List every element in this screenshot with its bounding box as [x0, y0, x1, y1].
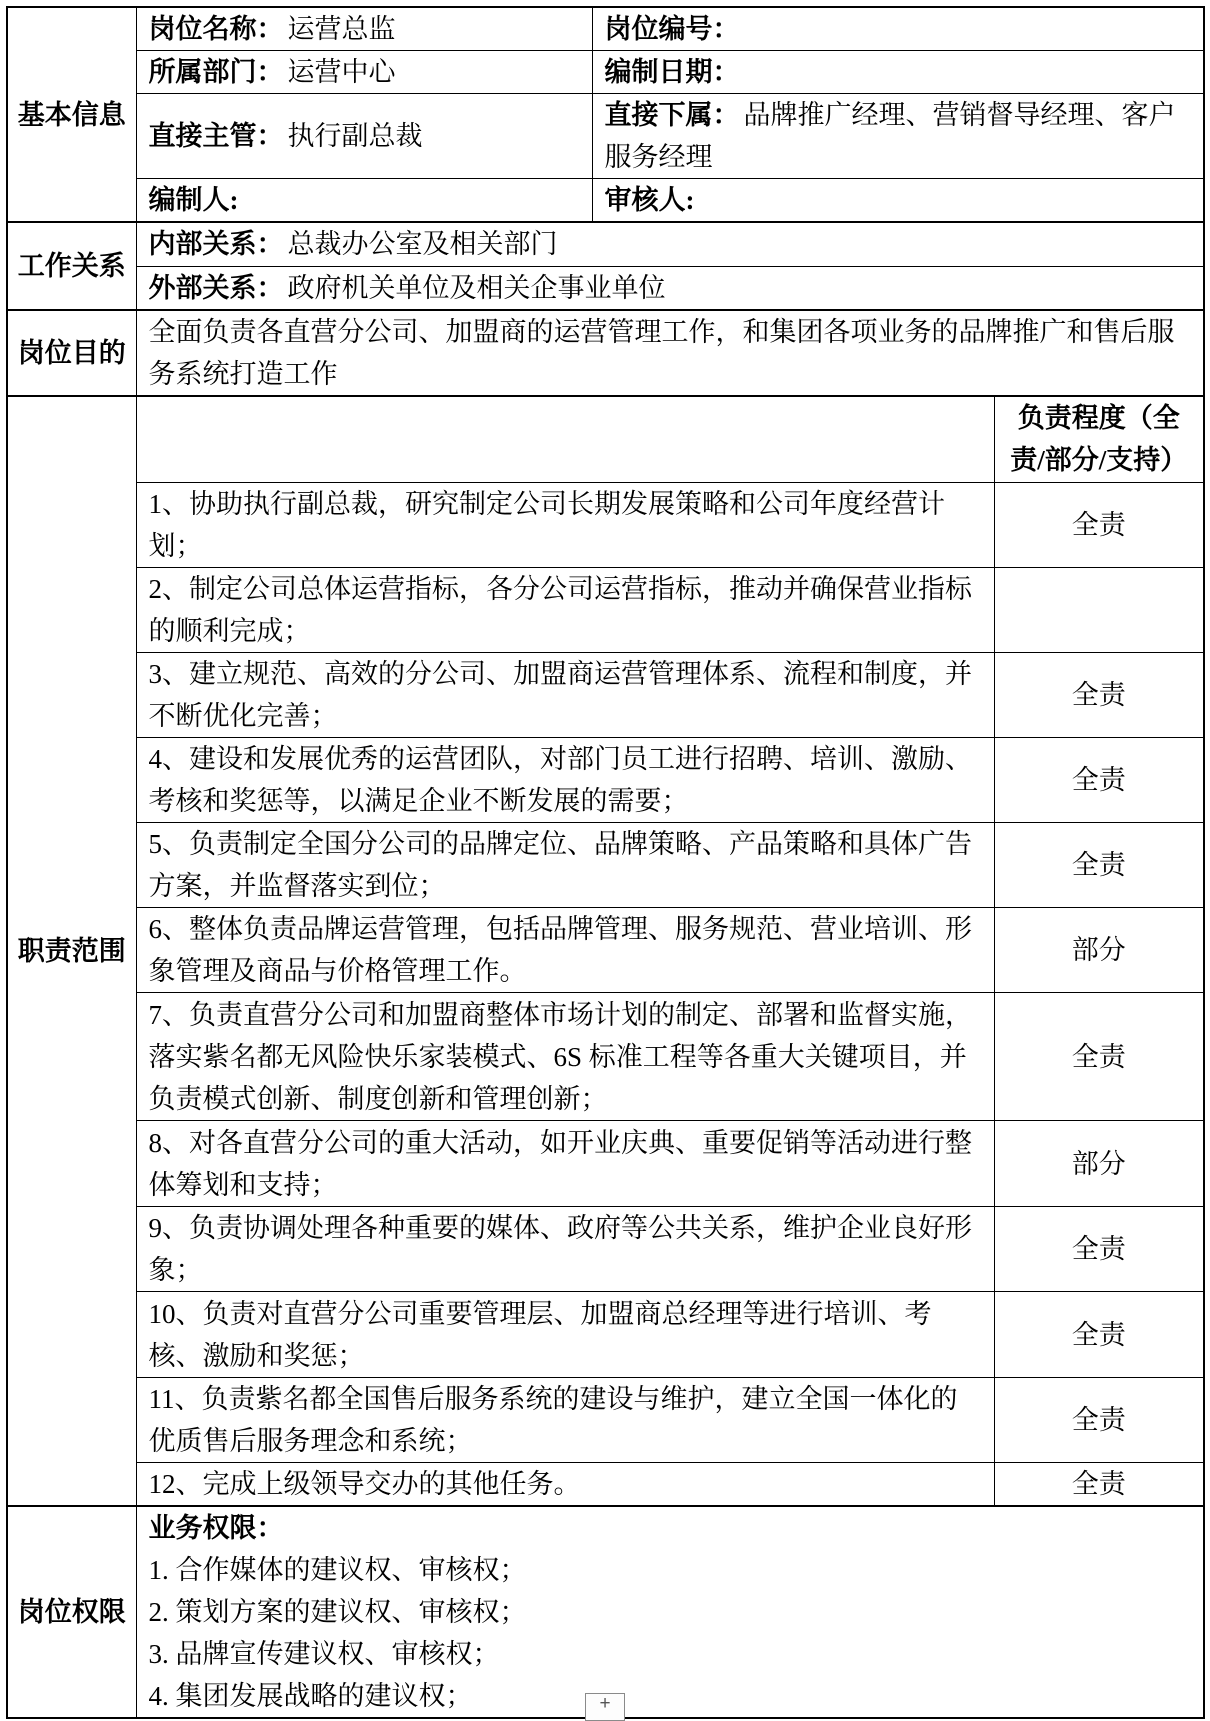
duty-degree: 全责: [994, 653, 1204, 738]
duty-row: [7, 1207, 1204, 1292]
field-department: [136, 51, 592, 94]
duty-text: 3、建立规范、高效的分公司、加盟商运营管理体系、流程和制度，并不断优化完善；: [136, 653, 994, 738]
duty-row: [7, 483, 1204, 568]
field-value: 品牌推广经理、营销督导经理、客户服务经理: [604, 100, 1176, 172]
table-row: [7, 7, 1204, 51]
duty-text: 2、制定公司总体运营指标，各分公司运营指标，推动并确保营业指标的顺利完成；: [136, 568, 994, 653]
authority-item: 2. 策划方案的建议权、审核权；: [148, 1597, 527, 1627]
field-label: 内部关系：: [148, 229, 284, 260]
duty-text: 4、建设和发展优秀的运营团队，对部门员工进行招聘、培训、激励、考核和奖惩等，以满足企业不断发展的需要；: [136, 738, 994, 823]
field-direct-subordinates: [592, 94, 1204, 179]
duty-degree: 全责: [994, 1463, 1204, 1507]
authority-item: 1. 合作媒体的建议权、审核权；: [148, 1555, 527, 1585]
authority-item: 3. 品牌宣传建议权、审核权；: [148, 1639, 500, 1669]
duty-degree: 全责: [994, 1207, 1204, 1292]
section-label-purpose: 岗位目的: [7, 310, 136, 396]
duty-row: [7, 653, 1204, 738]
duty-row: [7, 823, 1204, 908]
duty-degree: 部分: [994, 1121, 1204, 1207]
duty-text: 7、负责直营分公司和加盟商整体市场计划的制定、部署和监督实施，落实紫名都无风险快乐家装模式、6S 标准工程等各重大关键项目，并负责模式创新、制度创新和管理创新；: [136, 993, 994, 1121]
field-value: 政府机关单位及相关企事业单位: [287, 272, 666, 303]
field-internal-relations: [136, 222, 1204, 266]
table-row: [7, 51, 1204, 94]
duty-degree: 全责: [994, 1292, 1204, 1378]
field-position-code: [592, 7, 1204, 51]
field-compiler: [136, 179, 592, 223]
duty-text: 8、对各直营分公司的重大活动，如开业庆典、重要促销等活动进行整体筹划和支持；: [136, 1121, 994, 1207]
duty-text: 9、负责协调处理各种重要的媒体、政府等公共关系，维护企业良好形象；: [136, 1207, 994, 1292]
section-label-basic-info: 基本信息: [7, 7, 136, 222]
field-label: 岗位名称：: [148, 14, 284, 44]
field-label: 所属部门：: [148, 57, 284, 87]
field-position-name: [136, 7, 592, 51]
table-row: [7, 179, 1204, 223]
duty-text: 11、负责紫名都全国售后服务系统的建设与维护，建立全国一体化的优质售后服务理念和系统；: [136, 1378, 994, 1463]
duty-text: 6、整体负责品牌运营管理，包括品牌管理、服务规范、营业培训、形象管理及商品与价格管理工作。: [136, 908, 994, 993]
duty-row: [7, 1378, 1204, 1463]
field-label: 编制日期：: [604, 57, 740, 87]
field-label: 审核人:: [604, 185, 695, 215]
field-value: 运营中心: [287, 57, 396, 87]
section-label-duties: 职责范围: [7, 396, 136, 1507]
duty-text: 5、负责制定全国分公司的品牌定位、品牌策略、产品策略和具体广告方案，并监督落实到位；: [136, 823, 994, 908]
duty-row: [7, 568, 1204, 653]
duty-degree: 全责: [994, 483, 1204, 568]
duty-degree: 全责: [994, 738, 1204, 823]
authority-title: 业务权限：: [148, 1513, 284, 1543]
duty-degree: 全责: [994, 823, 1204, 908]
field-direct-supervisor: [136, 94, 592, 179]
duty-row: [7, 908, 1204, 993]
duty-row: [7, 1121, 1204, 1207]
table-plus-handle[interactable]: [585, 1693, 625, 1721]
authority-content: [136, 1506, 1204, 1718]
field-label: 外部关系：: [148, 272, 284, 303]
section-label-authority: 岗位权限: [7, 1506, 136, 1718]
duty-text: 12、完成上级领导交办的其他任务。: [136, 1463, 994, 1507]
table-row: [7, 1506, 1204, 1718]
field-label: 编制人:: [148, 185, 239, 215]
field-reviewer: [592, 179, 1204, 223]
field-value: 总裁办公室及相关部门: [287, 229, 558, 260]
authority-item: 4. 集团发展战略的建议权；: [148, 1681, 473, 1711]
field-external-relations: [136, 266, 1204, 310]
plus-icon: +: [599, 1693, 611, 1714]
field-value: 运营总监: [287, 14, 396, 44]
table-row: [7, 94, 1204, 179]
duty-degree: 全责: [994, 1378, 1204, 1463]
section-label-work-relations: 工作关系: [7, 222, 136, 310]
field-compile-date: [592, 51, 1204, 94]
table-row: [7, 396, 1204, 483]
duty-row: [7, 1292, 1204, 1378]
duties-header-spacer: [136, 396, 994, 483]
duty-row: [7, 738, 1204, 823]
duty-degree: [994, 568, 1204, 653]
job-description-table: [6, 6, 1205, 1719]
duty-text: 1、协助执行副总裁，研究制定公司长期发展策略和公司年度经营计划；: [136, 483, 994, 568]
field-label: 岗位编号：: [604, 14, 740, 44]
duty-degree: 部分: [994, 908, 1204, 993]
field-label: 直接下属：: [604, 100, 740, 130]
field-label: 直接主管：: [148, 121, 284, 151]
duty-degree: 全责: [994, 993, 1204, 1121]
purpose-text: 全面负责各直营分公司、加盟商的运营管理工作，和集团各项业务的品牌推广和售后服务系统打造工作: [136, 310, 1204, 396]
table-row: [7, 222, 1204, 266]
degree-column-header: 负责程度（全责/部分/支持）: [994, 396, 1204, 483]
duty-row: [7, 993, 1204, 1121]
duty-text: 10、负责对直营分公司重要管理层、加盟商总经理等进行培训、考核、激励和奖惩；: [136, 1292, 994, 1378]
table-row: [7, 266, 1204, 310]
field-value: 执行副总裁: [287, 121, 423, 151]
table-row: [7, 310, 1204, 396]
duty-row: [7, 1463, 1204, 1507]
